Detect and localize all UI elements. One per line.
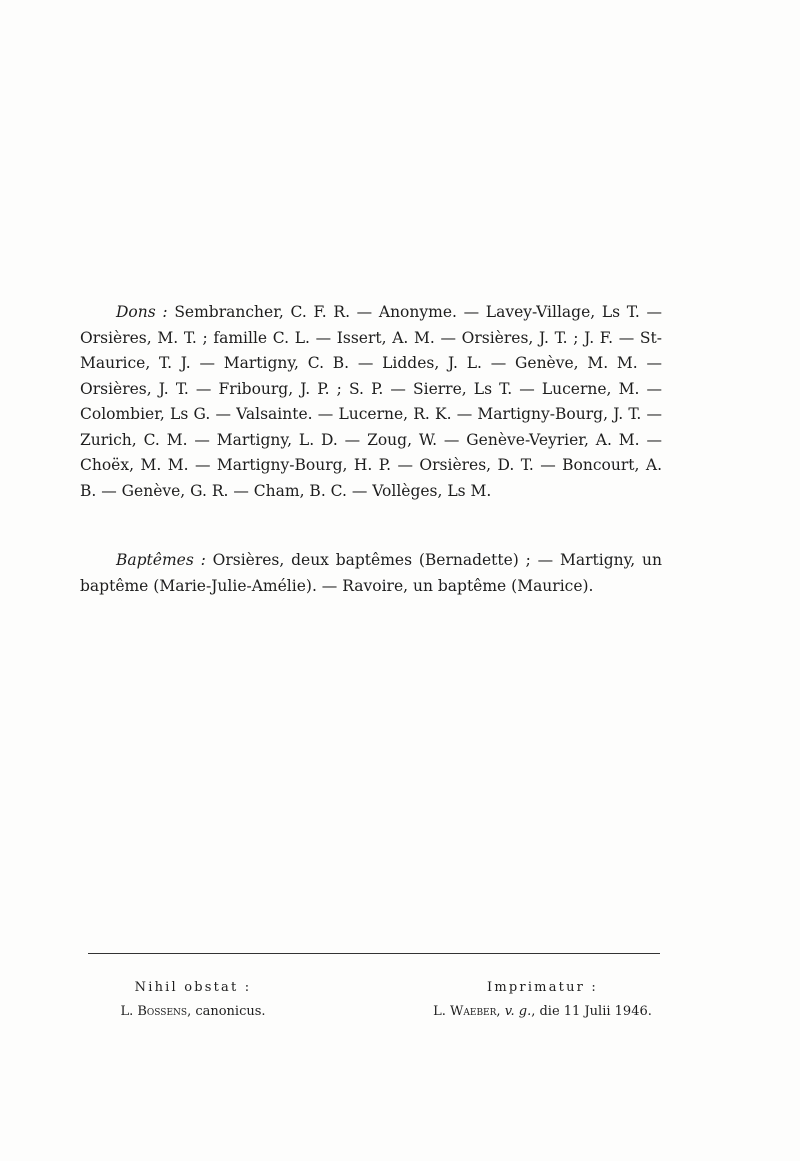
baptemes-label: Baptêmes : <box>116 551 206 569</box>
imprimatur-name: Waeber <box>450 1004 497 1019</box>
nihil-obstat-block <box>88 976 298 1024</box>
baptemes-paragraph <box>80 548 662 599</box>
nihil-obstat-name: Bossens <box>137 1004 188 1019</box>
imprimatur-date: , die 11 Julii 1946. <box>531 1004 652 1019</box>
dons-text: Sembrancher, C. F. R. — Anonyme. — Lavey-Village, Ls T. — Orsières, M. T. ; famille C. L. — Issert, A. M. — Orsières, J. T. ; J. F. — St-Maurice, T. J. — Martigny, C. B. — Liddes, J. L. — Genève, M. M. — Orsières, J. T. — Fribourg, J. P. ; S. P. — Sierre, Ls T. — Lucerne, M. — Colombier, Ls G. — Valsainte. — Lucerne, R. K. — Martigny-Bourg, J. T. — Zurich, C. M. — Martigny, L. D. — Zoug, W. — Genève-Veyrier, A. M. — Choëx, M. M. — Martigny-Bourg, H. P. — Orsières, D. T. — Boncourt, A. B. — Genève, G. R. — Cham, B. C. — Vollèges, Ls M. <box>80 303 662 500</box>
imprimatur-signatory <box>400 1000 685 1024</box>
baptemes-text: Orsières, deux baptêmes (Bernadette) ; — Martigny, un baptême (Marie-Julie-Amélie). — Ravoire, un baptême (Maurice). <box>80 551 662 595</box>
nihil-obstat-signatory <box>88 1000 298 1024</box>
imprimatur-initial: L. <box>433 1004 446 1019</box>
footer-divider <box>88 953 660 954</box>
imprimatur-heading: Imprimatur : <box>487 980 598 995</box>
dons-label: Dons : <box>116 303 168 321</box>
nihil-obstat-initial: L. <box>120 1004 134 1019</box>
imprimatur-title-prefix: , <box>496 1004 505 1019</box>
imprimatur-title-abbrev: v. g. <box>504 1004 532 1019</box>
imprimatur-block <box>400 976 685 1024</box>
dons-paragraph <box>80 300 662 504</box>
nihil-obstat-heading: Nihil obstat : <box>134 980 252 995</box>
nihil-obstat-title: , canonicus. <box>187 1004 266 1019</box>
